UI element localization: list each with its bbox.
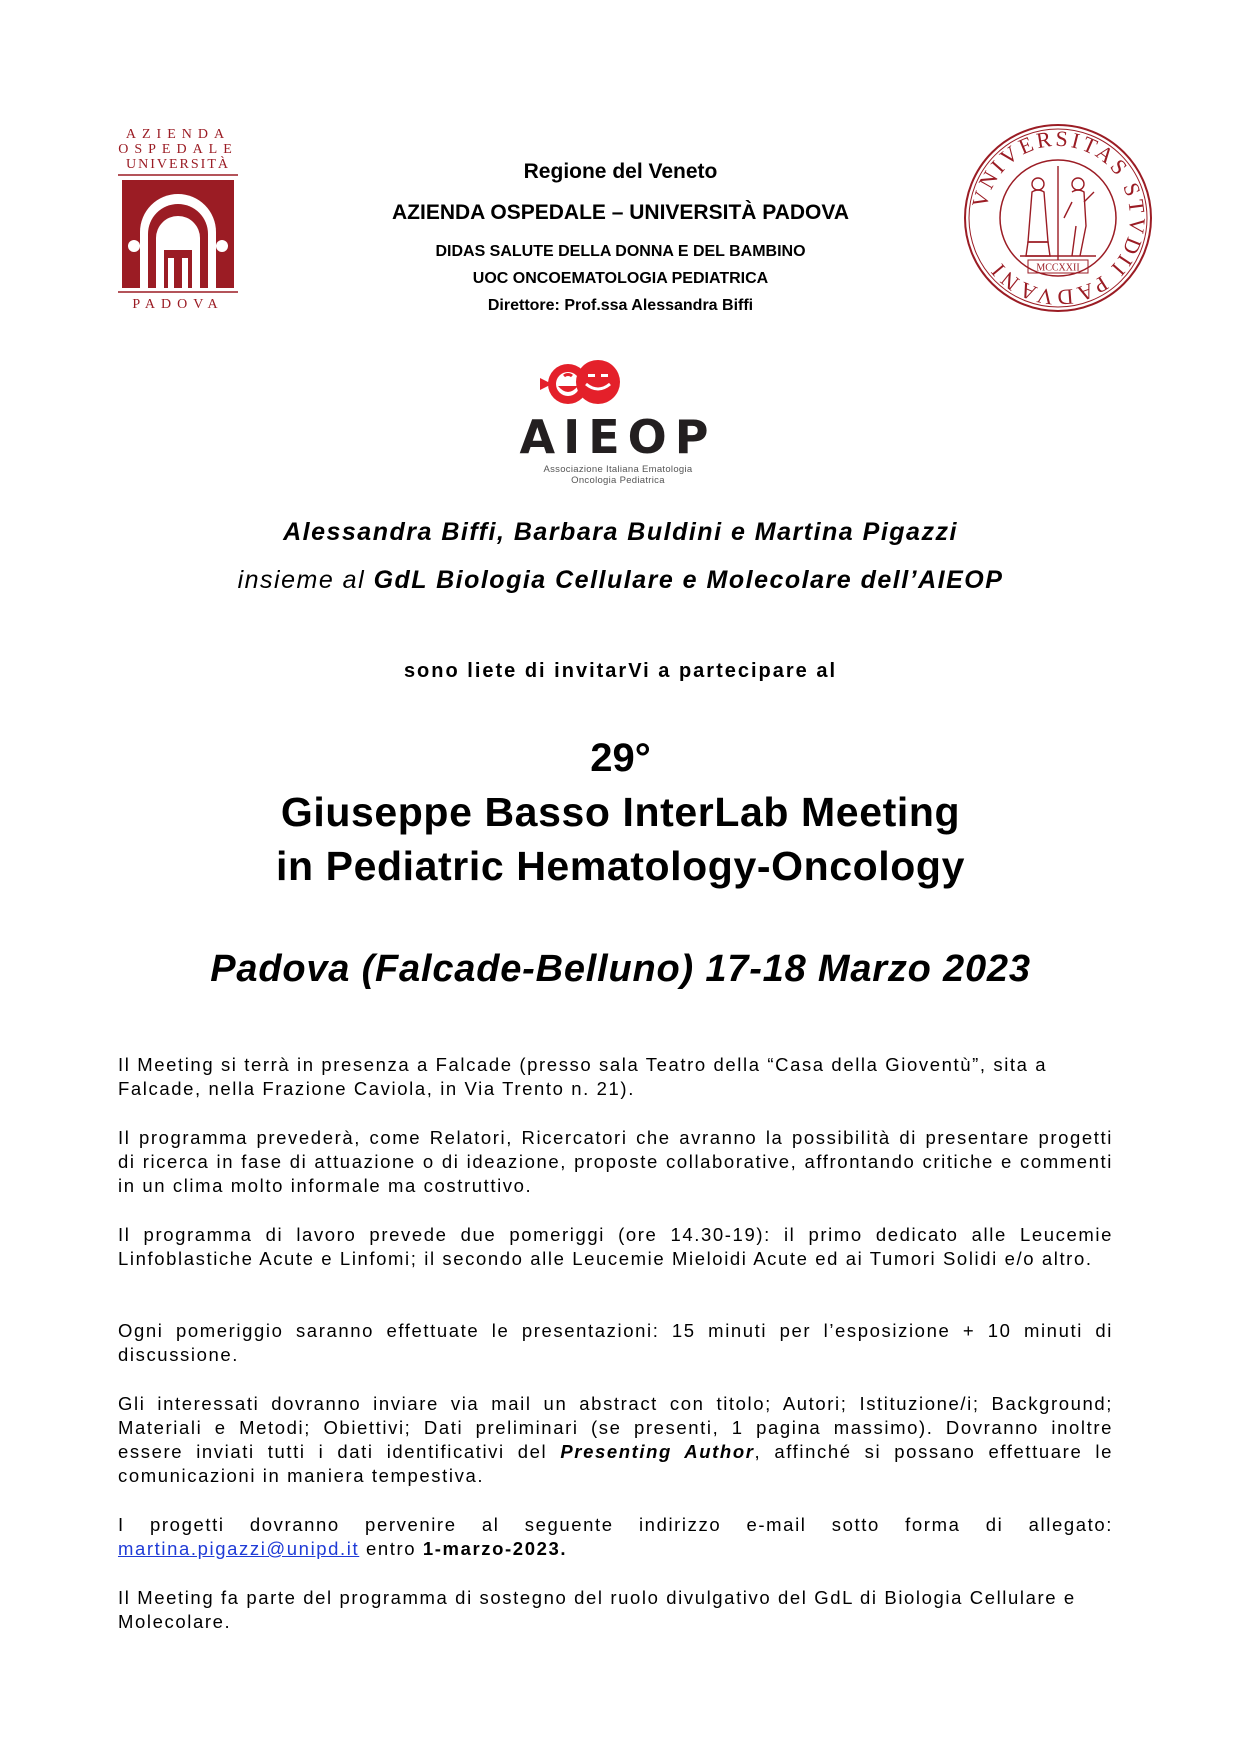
aieop-logo xyxy=(506,354,730,484)
aieop-wordmark: AIEOP xyxy=(519,410,717,464)
invitation-line: sono liete di invitarVi a partecipare al xyxy=(403,660,838,682)
header-director: Direttore: Prof.ssa Alessandra Biffi xyxy=(487,297,754,314)
hospital-logo-line4: PADOVA xyxy=(132,297,224,312)
email-link[interactable]: martina.pigazzi@unipd.it xyxy=(118,1538,360,1559)
submission-text-b: entro xyxy=(359,1538,423,1559)
title-line-1: Giuseppe Basso InterLab Meeting xyxy=(280,789,961,835)
working-group xyxy=(0,566,1241,595)
working-group-prefix: insieme al xyxy=(237,566,374,594)
paragraph-support: Il Meeting fa parte del programma di sostegno del ruolo divulgativo del GdL di Biologia Cellulare e Molecolare. xyxy=(118,1587,1076,1632)
header-hospital: AZIENDA OSPEDALE – UNIVERSITÀ PADOVA xyxy=(392,201,849,224)
aieop-faces-icon xyxy=(506,354,730,414)
edition-number: 29° xyxy=(590,736,651,780)
aieop-subtitle-2: Oncologia Pediatrica xyxy=(571,475,665,486)
submission-deadline: 1-marzo-2023. xyxy=(422,1538,568,1559)
seal-year: MCCXXII xyxy=(1036,262,1080,274)
header-region: Regione del Veneto xyxy=(523,160,718,183)
paragraph-abstract xyxy=(118,1392,1113,1488)
university-seal xyxy=(962,122,1154,314)
header-department: DIDAS SALUTE DELLA DONNA E DEL BAMBINO xyxy=(435,243,806,260)
location-date: Padova (Falcade-Belluno) 17-18 Marzo 2023 xyxy=(210,948,1031,990)
paragraph-program: Il programma prevederà, come Relatori, Ricercatori che avranno la possibilità di presentare progetti di ricerca in fase di attuazione o di ideazione, proposte collaborative, affrontando critiche e commenti in un clima molto informale ma costruttivo. xyxy=(118,1127,1113,1196)
title-line-2: in Pediatric Hematology-Oncology xyxy=(276,843,965,889)
header-unit: UOC ONCOEMATOLOGIA PEDIATRICA xyxy=(472,270,769,287)
university-seal-icon xyxy=(962,122,1154,314)
working-group-name: GdL Biologia Cellulare e Molecolare dell’AIEOP xyxy=(373,566,1004,594)
aieop-subtitle-1: Associazione Italiana Ematologia xyxy=(543,464,693,475)
paragraph-venue: Il Meeting si terrà in presenza a Falcade (presso sala Teatro della “Casa della Gioventù”, sita a Falcade, nella Frazione Caviola, in Via Trento n. 21). xyxy=(118,1054,1048,1099)
authors: Alessandra Biffi, Barbara Buldini e Martina Pigazzi xyxy=(283,518,958,546)
hospital-logo-line3: UNIVERSITÀ xyxy=(126,157,230,172)
submission-text-a: I progetti dovranno pervenire al seguente indirizzo e-mail sotto forma di allegato: xyxy=(118,1514,1113,1535)
paragraph-schedule: Il programma di lavoro prevede due pomeriggi (ore 14.30-19): il primo dedicato alle Leucemie Linfoblastiche Acute e Linfomi; il secondo alle Leucemie Mieloidi Acute ed ai Tumori Solidi e/o altro. xyxy=(118,1224,1113,1269)
paragraph-submission xyxy=(118,1513,1113,1561)
abstract-text-c: , affinché si possano effettuare le comunicazioni in maniera tempestiva. xyxy=(118,1441,1113,1486)
abstract-text-a: Gli interessati dovranno inviare via mail un abstract con titolo; Autori; Istituzione/i; Background; Materiali e Metodi; Obiettivi; Dati preliminari (se presenti, 1 pagina massimo). Dovranno inoltre essere inviati tutti i dati identificativi del xyxy=(118,1393,1113,1462)
presenting-author: Presenting Author xyxy=(560,1441,755,1462)
hospital-logo-line1: AZIENDA xyxy=(125,127,231,142)
svg-text:VNIVERSITAS STVDII PADVANI: VNIVERSITAS STVDII PADVANI xyxy=(966,125,1151,311)
hospital-logo-line2: OSPEDALE xyxy=(118,142,238,157)
paragraph-presentations: Ogni pomeriggio saranno effettuate le presentazioni: 15 minuti per l’esposizione + 10 minuti di discussione. xyxy=(118,1320,1113,1365)
